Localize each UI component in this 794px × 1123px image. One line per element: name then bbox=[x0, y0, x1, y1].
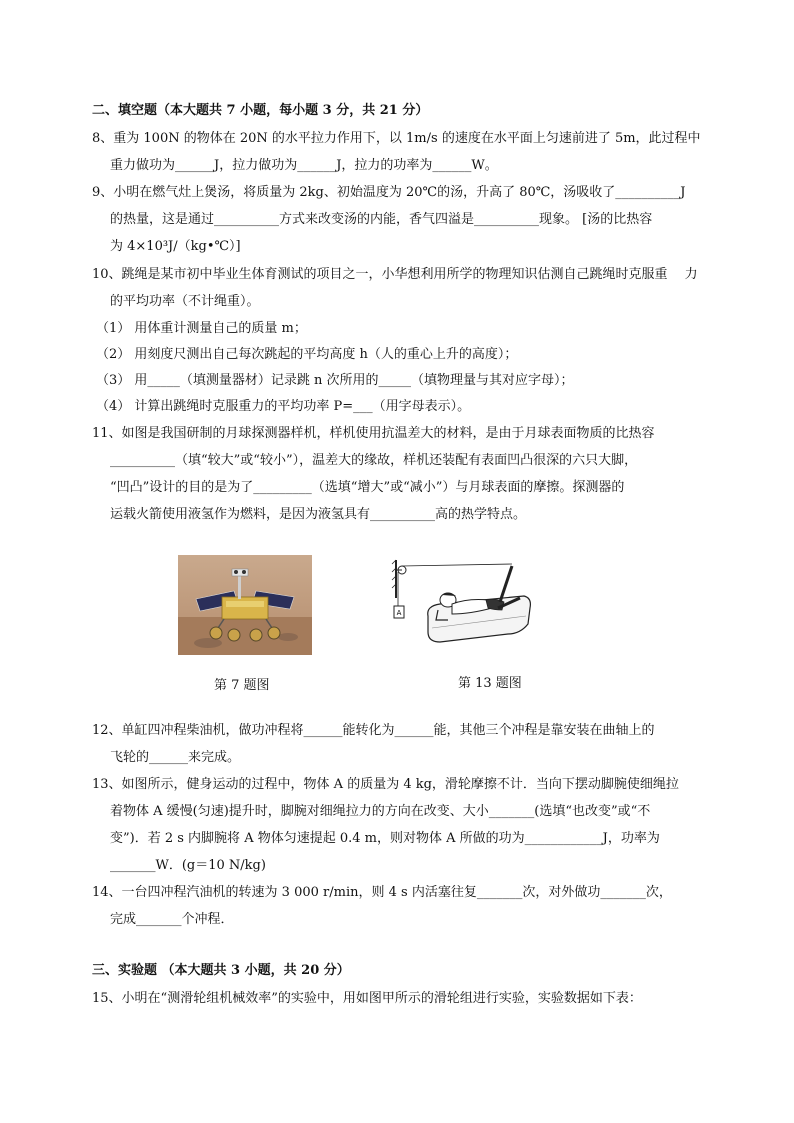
q14-line-1: 14、一台四冲程汽油机的转速为 3 000 r/min，则 4 s 内活塞往复_______次，对外做功_______次， bbox=[92, 885, 672, 900]
q13-line-3: 变”)．若 2 s 内脚腕将 A 物体匀速提起 0.4 m，则对物体 A 所做的功为____________J，功率为 bbox=[110, 831, 660, 846]
q12-line-2: 飞轮的______来完成。 bbox=[110, 750, 241, 765]
q10-step-3: （3） 用_____（填测量器材）记录跳 n 次所用的_____（填物理量与其对应字母）； bbox=[96, 373, 574, 388]
figure-13-caption: 第 13 题图 bbox=[458, 676, 522, 691]
q15-line-1: 15、小明在“测滑轮组机械效率”的实验中，用如图甲所示的滑轮组进行实验，实验数据如下表： bbox=[92, 991, 642, 1006]
q9-line-1: 9、小明在燃气灶上煲汤，将质量为 2kg、初始温度为 20℃的汤，升高了 80℃，汤吸收了__________J bbox=[92, 185, 686, 200]
q8-line-2: 重力做功为______J，拉力做功为______J，拉力的功率为______W。 bbox=[110, 158, 498, 173]
pulley-sketch bbox=[388, 558, 532, 648]
q10-line-2: 的平均功率（不计绳重）。 bbox=[110, 294, 260, 309]
q11-line-1: 11、如图是我国研制的月球探测器样机，样机使用抗温差大的材料，是由于月球表面物质的比热容 bbox=[92, 426, 655, 441]
q10-step-2: （2） 用刻度尺测出自己每次跳起的平均高度 h（人的重心上升的高度）； bbox=[96, 347, 518, 362]
q11-line-4: 运载火箭使用液氢作为燃料，是因为液氢具有__________高的热学特点。 bbox=[110, 507, 527, 522]
q13-line-2: 着物体 A 缓慢(匀速)提升时，脚腕对细绳拉力的方向在改变、大小_______(选填“也改变”或“不 bbox=[110, 804, 651, 819]
lunar-rover-image bbox=[178, 555, 312, 655]
q10-line-1: 10、跳绳是某市初中毕业生体育测试的项目之一，小华想利用所学的物理知识估测自己跳绳时克服重 力 bbox=[92, 267, 698, 282]
q9-line-3: 为 4×10³J/（kg•℃）] bbox=[110, 239, 241, 254]
figure-7-caption: 第 7 题图 bbox=[214, 678, 270, 693]
section-3-heading: 三、实验题 （本大题共 3 小题，共 20 分） bbox=[92, 963, 350, 978]
q8-line-1: 8、重为 100N 的物体在 20N 的水平拉力作用下，以 1m/s 的速度在水平面上匀速前进了 5m，此过程中 bbox=[92, 131, 701, 146]
q9-line-2: 的热量，这是通过__________方式来改变汤的内能，香气四溢是__________现象。 [汤的比热容 bbox=[110, 212, 653, 227]
q11-line-3: “凹凸”设计的目的是为了_________（选填“增大”或“减小”）与月球表面的摩擦。探测器的 bbox=[110, 480, 625, 495]
lunar-rover-photo bbox=[178, 555, 312, 655]
q10-step-4: （4） 计算出跳绳时克服重力的平均功率 P=___（用字母表示）。 bbox=[96, 399, 471, 414]
q12-line-1: 12、单缸四冲程柴油机，做功冲程将______能转化为______能，其他三个冲程是靠安装在曲轴上的 bbox=[92, 723, 655, 738]
section-2-heading: 二、填空题（本大题共 7 小题，每小题 3 分，共 21 分） bbox=[92, 103, 429, 118]
weight-label: A bbox=[396, 609, 402, 617]
pulley-exercise-drawing bbox=[388, 558, 532, 648]
q13-line-1: 13、如图所示，健身运动的过程中，物体 A 的质量为 4 kg，滑轮摩擦不计．当向下摆动脚腕使细绳拉 bbox=[92, 777, 679, 792]
q13-line-4: _______W．(g＝10 N/kg) bbox=[110, 858, 266, 873]
q10-step-1: （1） 用体重计测量自己的质量 m； bbox=[96, 321, 307, 336]
q14-line-2: 完成_______个冲程． bbox=[110, 912, 234, 927]
q11-line-2: __________（填“较大”或“较小”），温差大的缘故，样机还装配有表面凹凸很深的六只大脚， bbox=[110, 453, 638, 468]
